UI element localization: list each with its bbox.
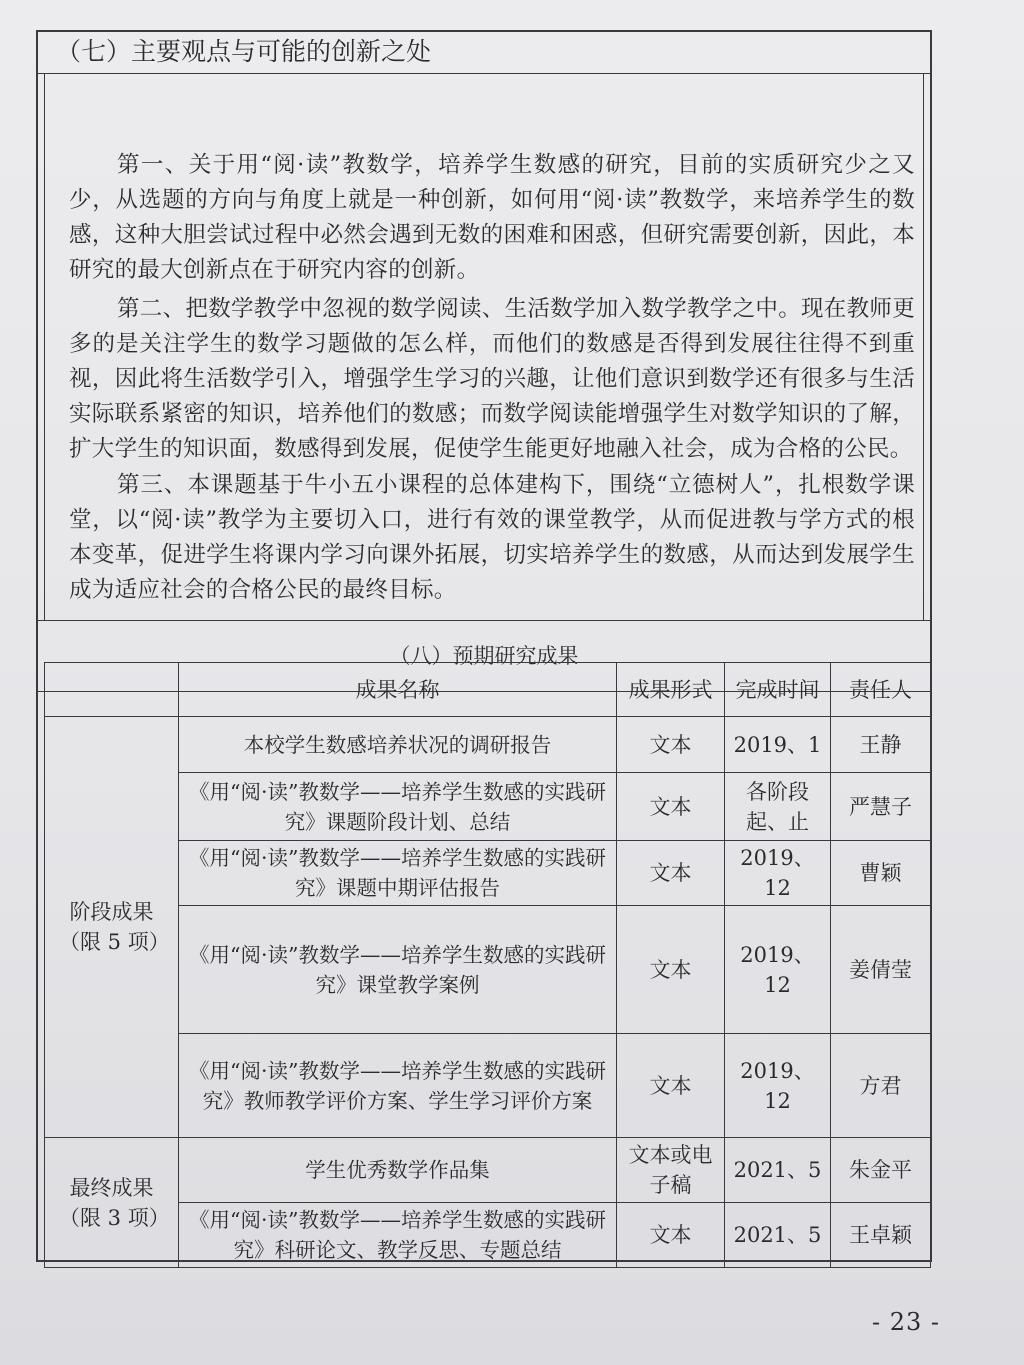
result-name: 《用“阅·读”教数学——培养学生数感的实践研究》教师教学评价方案、学生学习评价方案: [179, 1034, 617, 1138]
result-person: 严慧子: [831, 773, 931, 841]
header-blank: [45, 663, 179, 717]
results-table: [44, 662, 931, 1268]
header-form: 成果形式: [617, 663, 725, 717]
result-person: 姜倩莹: [831, 906, 931, 1034]
result-form: 文本: [617, 717, 725, 773]
table-row: [45, 717, 931, 773]
header-time: 完成时间: [725, 663, 831, 717]
result-name: 《用“阅·读”教数学——培养学生数感的实践研究》科研论文、教学反思、专题总结: [179, 1203, 617, 1268]
result-name: 《用“阅·读”教数学——培养学生数感的实践研究》课题中期评估报告: [179, 841, 617, 906]
result-time: 2019、12: [725, 906, 831, 1034]
result-form: 文本: [617, 773, 725, 841]
stage-results-label: 阶段成果（限 5 项）: [45, 717, 179, 1138]
result-form: 文本: [617, 1203, 725, 1268]
result-time: 2021、5: [725, 1203, 831, 1268]
section-7-title: （七）主要观点与可能的创新之处: [38, 32, 930, 74]
result-form: 文本: [617, 1034, 725, 1138]
result-time: 2019、12: [725, 841, 831, 906]
result-person: 王卓颖: [831, 1203, 931, 1268]
page-number: - 23 -: [872, 1308, 941, 1336]
result-person: 朱金平: [831, 1138, 931, 1203]
result-form: 文本或电子稿: [617, 1138, 725, 1203]
result-person: 王静: [831, 717, 931, 773]
header-person: 责任人: [831, 663, 931, 717]
result-person: 方君: [831, 1034, 931, 1138]
section-7-body: [44, 74, 924, 620]
result-time: 各阶段起、止: [725, 773, 831, 841]
final-results-label: 最终成果（限 3 项）: [45, 1138, 179, 1268]
result-time: 2019、1: [725, 717, 831, 773]
table-row: [45, 1138, 931, 1203]
result-person: 曹颖: [831, 841, 931, 906]
paragraph-2: 第二、把数学教学中忽视的数学阅读、生活数学加入数学教学之中。现在教师更多的是关注学生的数学习题做的怎么样，而他们的数感是否得到发展往往得不到重视，因此将生活数学引入，增强学生学习的兴趣，让他们意识到数学还有很多与生活实际联系紧密的知识，培养他们的数感；而数学阅读能增强学生对数学知识的了解，扩大学生的知识面，数感得到发展，促使学生能更好地融入社会，成为合格的公民。: [69, 296, 916, 462]
result-time: 2019、12: [725, 1034, 831, 1138]
result-name: 学生优秀数学作品集: [179, 1138, 617, 1203]
result-name: 《用“阅·读”教数学——培养学生数感的实践研究》课堂教学案例: [179, 906, 617, 1034]
result-form: 文本: [617, 841, 725, 906]
header-name: 成果名称: [179, 663, 617, 717]
result-name: 本校学生数感培养状况的调研报告: [179, 717, 617, 773]
result-form: 文本: [617, 906, 725, 1034]
result-time: 2021、5: [725, 1138, 831, 1203]
result-name: 《用“阅·读”教数学——培养学生数感的实践研究》课题阶段计划、总结: [179, 773, 617, 841]
table-header-row: [45, 663, 931, 717]
paragraph-1: 第一、关于用“阅·读”教数学，培养学生数感的研究，目前的实质研究少之又少，从选题的方向与角度上就是一种创新，如何用“阅·读”教数学，来培养学生的数感，这种大胆尝试过程中必然会遇到无数的困难和困惑，但研究需要创新，因此，本研究的最大创新点在于研究内容的创新。: [69, 152, 915, 283]
paragraph-3: 第三、本课题基于牛小五小课程的总体建构下，围绕“立德树人”，扎根数学课堂，以“阅·读”教学为主要切入口，进行有效的课堂教学，从而促进教与学方式的根本变革，促进学生将课内学习向课外拓展，切实培养学生的数感，从而达到发展学生成为适应社会的合格公民的最终目标。: [69, 472, 915, 603]
section-8-title: （八）预期研究成果: [38, 620, 930, 692]
